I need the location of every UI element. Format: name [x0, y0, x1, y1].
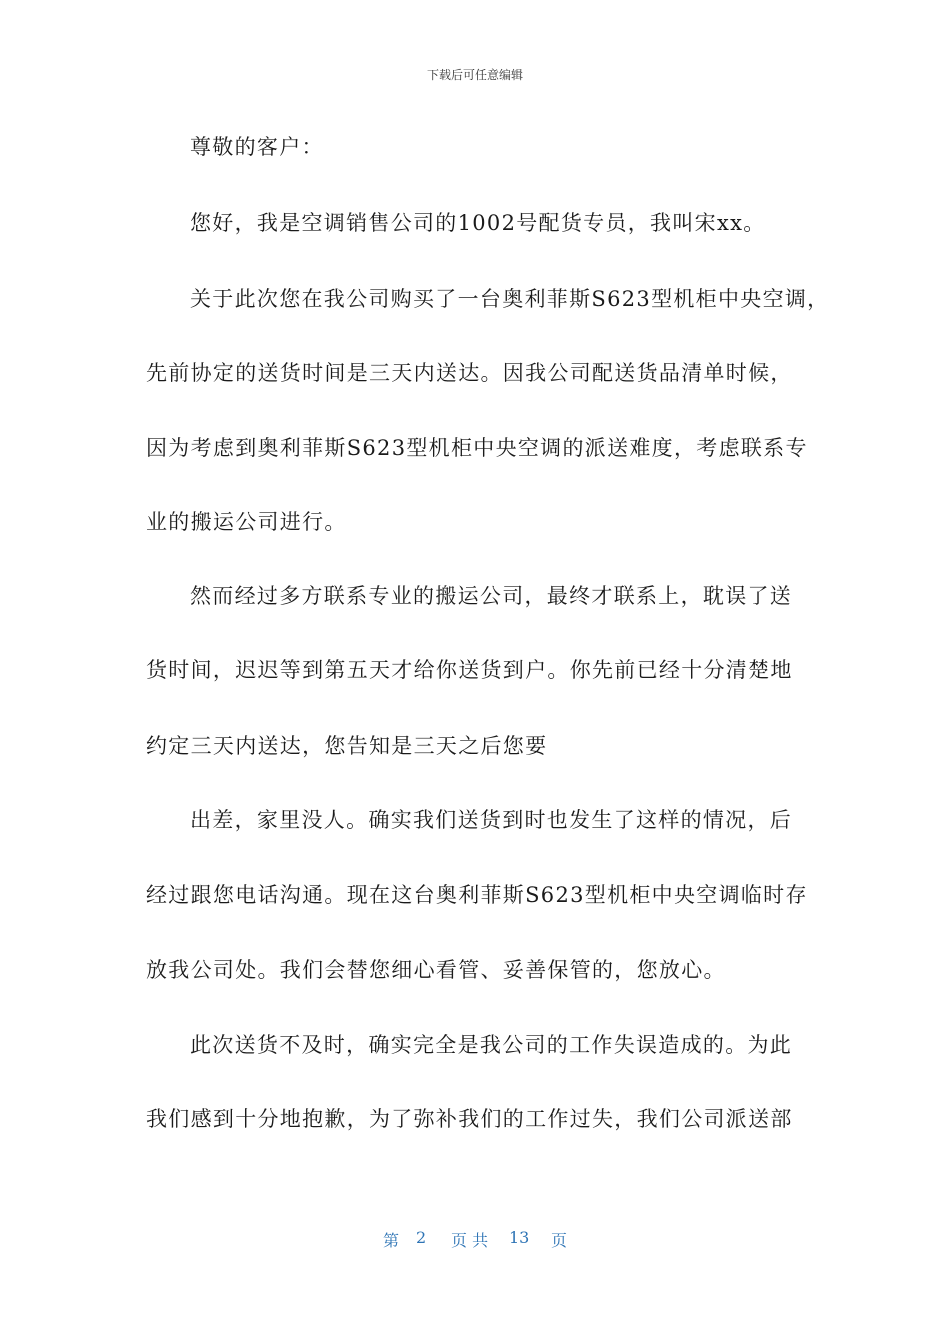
body-line: 出差，家里没人。确实我们送货到时也发生了这样的情况，后 [190, 808, 793, 832]
page-header: 下载后可任意编辑 [426, 68, 523, 82]
body-line: 业的搬运公司进行。 [146, 510, 347, 534]
footer-ye-gong-label: 页 共 [451, 1231, 489, 1250]
current-page-number: 2 [416, 1228, 427, 1247]
body-line: 约定三天内送达，您告知是三天之后您要 [146, 734, 548, 758]
body-line: 货时间，迟迟等到第五天才给你送货到户。你先前已经十分清楚地 [146, 658, 793, 682]
total-pages-number: 13 [509, 1228, 530, 1247]
body-line: 先前协定的送货时间是三天内送达。因我公司配送货品清单时候， [146, 361, 793, 385]
body-line: 您好，我是空调销售公司的1002号配货专员，我叫宋xx。 [190, 211, 766, 235]
body-line: 关于此次您在我公司购买了一台奥利菲斯S623型机柜中央空调， [190, 287, 830, 311]
salutation-line: 尊敬的客户： [190, 135, 324, 159]
body-line: 经过跟您电话沟通。现在这台奥利菲斯S623型机柜中央空调临时存 [146, 883, 808, 907]
body-line: 放我公司处。我们会替您细心看管、妥善保管的，您放心。 [146, 958, 726, 982]
body-line: 然而经过多方联系专业的搬运公司，最终才联系上，耽误了送 [190, 584, 793, 608]
body-line: 因为考虑到奥利菲斯S623型机柜中央空调的派送难度，考虑联系专 [146, 436, 808, 460]
page-footer [0, 1228, 950, 1250]
footer-ye-label: 页 [551, 1231, 568, 1250]
footer-di-label: 第 [383, 1231, 400, 1250]
body-line: 此次送货不及时，确实完全是我公司的工作失误造成的。为此 [190, 1033, 793, 1057]
body-line: 我们感到十分地抱歉，为了弥补我们的工作过失，我们公司派送部 [146, 1107, 793, 1131]
